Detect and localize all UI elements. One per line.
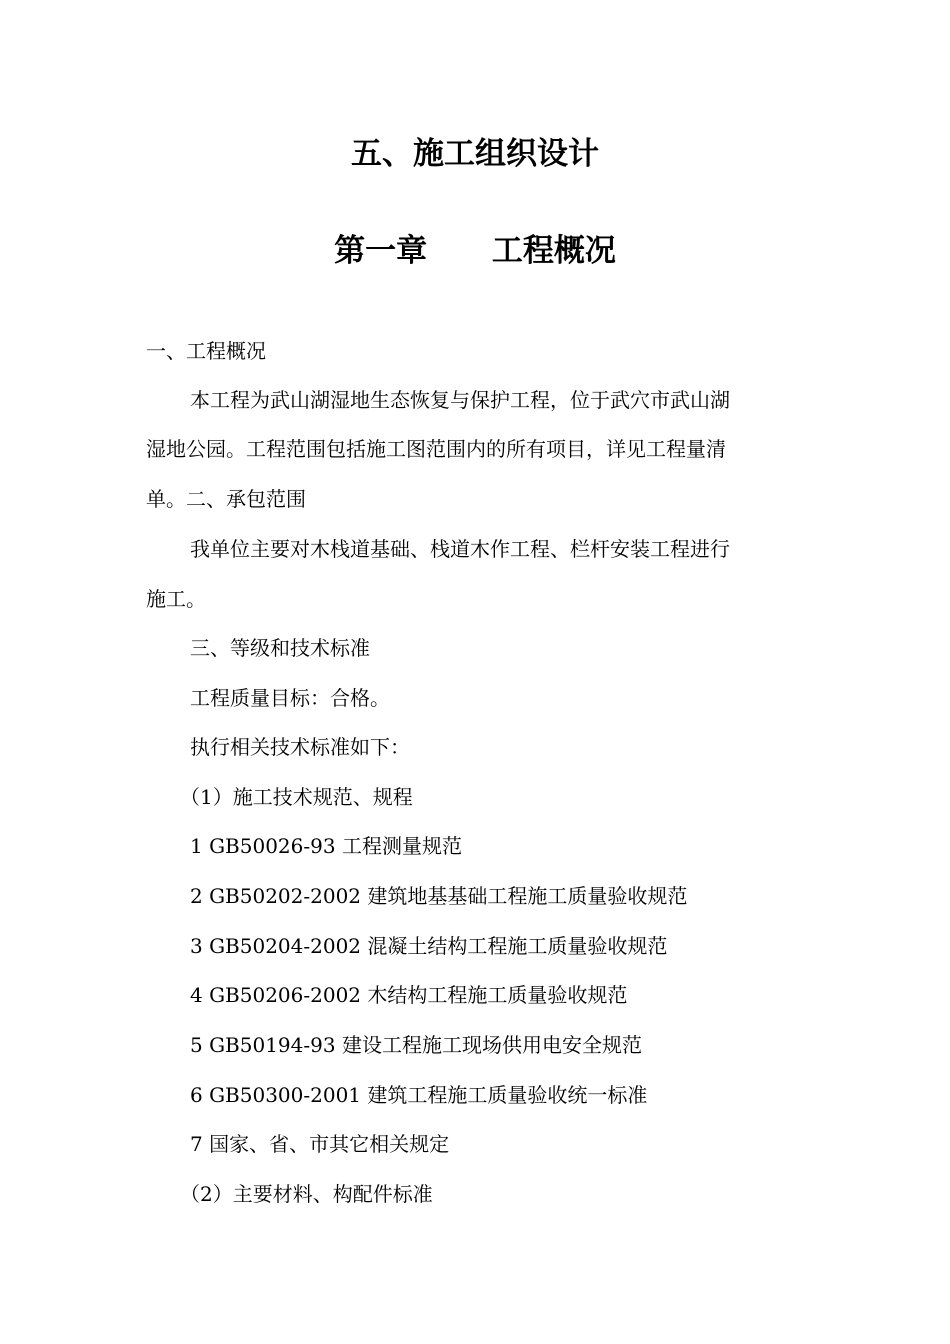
document-title: 五、施工组织设计 <box>351 136 599 172</box>
paragraph-line: 工程质量目标：合格。 <box>190 686 390 710</box>
paragraph-line: 单。二、承包范围 <box>146 487 306 511</box>
standard-list-item: 4 GB50206-2002 木结构工程施工质量验收规范 <box>190 983 628 1007</box>
standard-list-item: 2 GB50202-2002 建筑地基基础工程施工质量验收规范 <box>190 884 688 908</box>
paragraph-line: 湿地公园。工程范围包括施工图范围内的所有项目，详见工程量清 <box>146 437 726 461</box>
standard-list-item: 6 GB50300-2001 建筑工程施工质量验收统一标准 <box>190 1083 648 1107</box>
subsection-heading: （1）施工技术规范、规程 <box>180 785 413 809</box>
section-heading-overview: 一、工程概况 <box>146 339 266 363</box>
paragraph-line: 我单位主要对木栈道基础、栈道木作工程、栏杆安装工程进行 <box>190 537 730 561</box>
standard-list-item: 5 GB50194-93 建设工程施工现场供用电安全规范 <box>190 1033 642 1057</box>
section-heading-standards: 三、等级和技术标准 <box>190 636 370 660</box>
standard-list-item: 3 GB50204-2002 混凝土结构工程施工质量验收规范 <box>190 934 668 958</box>
chapter-heading: 第一章 工程概况 <box>334 233 616 269</box>
standard-list-item: 7 国家、省、市其它相关规定 <box>190 1132 450 1156</box>
paragraph-line: 本工程为武山湖湿地生态恢复与保护工程，位于武穴市武山湖 <box>190 388 730 412</box>
subsection-heading: （2）主要材料、构配件标准 <box>180 1182 433 1206</box>
paragraph-line: 执行相关技术标准如下： <box>190 735 410 759</box>
paragraph-line: 施工。 <box>146 587 206 611</box>
standard-list-item: 1 GB50026-93 工程测量规范 <box>190 834 462 858</box>
